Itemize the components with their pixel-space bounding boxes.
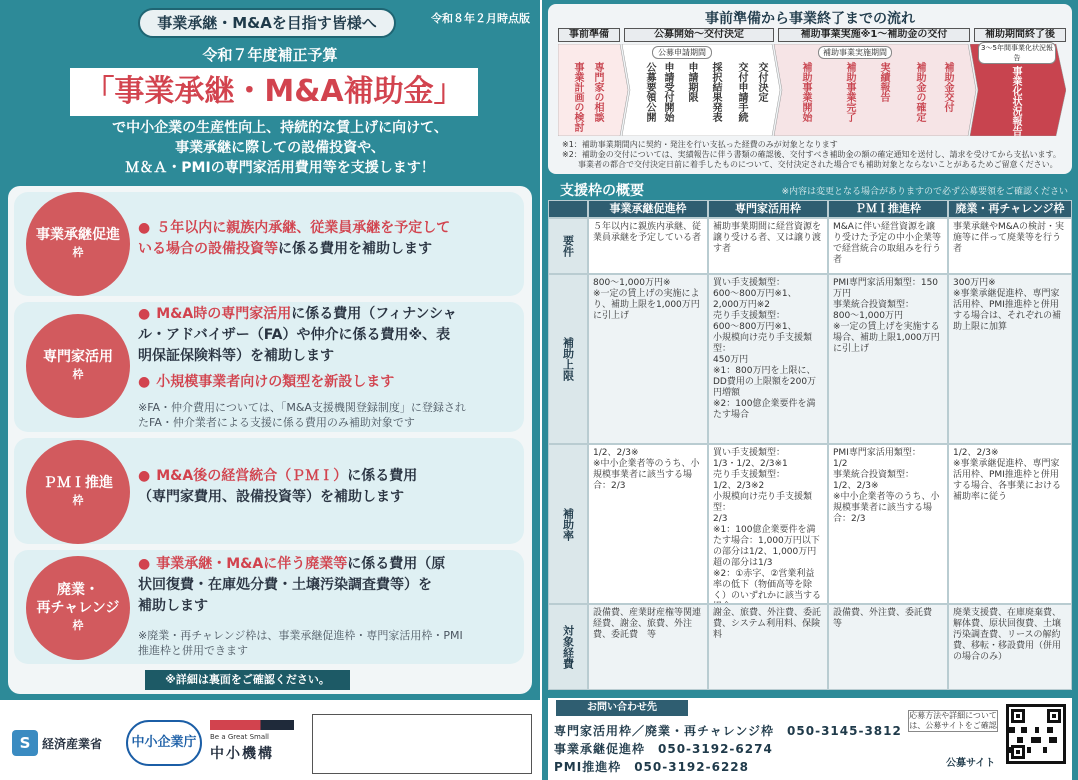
step-publish: 公募要領公開 — [644, 62, 655, 122]
phase-prep: 事前準備 — [558, 28, 620, 42]
contact-section — [548, 698, 1072, 780]
bullet-text: に係る費用（原 — [347, 556, 446, 572]
intro-line-3: Ｍ＆Ａ・PMIの専門家活用費用等を支援します！ — [125, 160, 435, 176]
circle-sub-label: 枠 — [72, 368, 84, 381]
table-cell: 1/2、2/3※ ※事業承継促進枠、専門家活用枠、PMI推進枠と併用する場合、各事業における補助率に従う — [948, 444, 1072, 604]
table-corner — [548, 200, 588, 218]
left-header — [0, 0, 540, 182]
phase-after: 補助期間終了後 — [974, 28, 1066, 42]
bullet-text-2: 状回復費・在庫処分費・土壌汚染調査費等）を — [138, 577, 432, 593]
blank-stamp-box — [312, 714, 532, 774]
card-succession-promotion — [14, 192, 524, 296]
circle-label: 専門家活用 — [43, 349, 113, 365]
circle-pmi — [26, 440, 130, 544]
logo-footer — [0, 700, 540, 780]
table-row-label: 補助上限 — [548, 274, 588, 444]
circle-sub-label: 枠 — [72, 246, 84, 259]
table-cell: 事業承継やM&Aの検討・実施等に伴って廃業等を行う者 — [948, 218, 1072, 274]
bullet-closure — [138, 554, 518, 617]
bullet-text: に係る費用 — [347, 468, 418, 484]
step-confirm: 補助金の確定 — [914, 62, 925, 122]
card-expert-use — [14, 302, 524, 432]
bullet-highlight: 小規模事業者向けの類型を新設します — [156, 374, 395, 390]
step-adoption: 採択結果発表 — [710, 62, 721, 122]
flow-note-3: 事業者の都合で交付決定日前に着手したものについて、交付決定された場合でも補助対象とならないことがあるためご留意ください。 — [562, 160, 1058, 169]
bullet-highlight: M&A後の経営統合（ＰＭＩ） — [156, 468, 348, 484]
bullet-text: に係る費用を補助します — [278, 241, 432, 257]
contact-header: お問い合わせ先 — [556, 700, 688, 716]
table-hdr-closure: 廃業・再チャレンジ枠 — [948, 200, 1072, 218]
bullet-small-business — [138, 372, 518, 393]
circle-closure — [26, 556, 130, 660]
card-pmi — [14, 438, 524, 544]
table-cell: 設備費、外注費、委託費 等 — [828, 604, 948, 690]
step-report: 実績報告 — [878, 62, 889, 102]
version-date: 令和８年２月時点版 — [431, 12, 530, 25]
circle-sub-label: 枠 — [72, 494, 84, 507]
support-overview — [548, 180, 1072, 690]
contact-method-note: 応募方法や詳細については、公募サイトをご確認 — [909, 711, 997, 730]
bullet-highlight: 事業承継・M&Aに伴う廃業等 — [156, 556, 348, 572]
bullet-text-3: ※、表 — [408, 327, 451, 343]
step-grant-decision: 交付決定 — [756, 62, 767, 102]
table-hdr-succession: 事業承継促進枠 — [588, 200, 708, 218]
table-row-label: 要件 — [548, 218, 588, 274]
step-complete: 補助事業完了 — [844, 62, 855, 122]
step-status-report: 事業化状況報告 — [1010, 66, 1021, 136]
meti-logo — [12, 730, 122, 760]
circle-label-2: 再チャレンジ — [36, 600, 120, 616]
bullet-succession — [138, 218, 518, 260]
table-row-label: 補助率 — [548, 444, 588, 604]
meti-name: 経済産業省 — [42, 737, 103, 751]
circle-succession-promotion — [26, 192, 130, 296]
intro-line-2: 事業承継に際しての設備投資や、 — [175, 140, 385, 156]
bullet-text-3: 補助します — [138, 598, 208, 614]
table-row-label: 対象経費 — [548, 604, 588, 690]
bullet-dot-icon: ● — [138, 556, 151, 572]
step-payment: 補助金交付 — [942, 62, 953, 112]
pill-application-period: 公募申請期間 — [652, 46, 712, 59]
pill-report-period: 3～5年間事業化状況報告 — [978, 42, 1056, 64]
expert-note — [138, 400, 518, 430]
closure-note — [138, 628, 518, 658]
table-cell: 買い手支援類型： 600～800万円※1、 2,000万円※2 売り手支援類型： 600～800万円※1、 小規模向け売り手支援類型： 450万円 ※1：800万円を上限に、DD費用の上限額を200万円増額 ※2：100億企業要件を満たす場合 — [708, 274, 828, 444]
note-line-1: ※廃業・再チャレンジ枠は、事業承継促進枠・専門家活用枠・PMI — [138, 629, 463, 642]
bullet-highlight: ５年以内に親族内承継、従業員承継を予定して — [156, 220, 451, 236]
bullet-expert — [138, 304, 518, 367]
table-hdr-expert: 専門家活用枠 — [708, 200, 828, 218]
smrj-logo — [210, 720, 298, 770]
sme-agency-logo: 中小企業庁 — [126, 720, 202, 766]
circle-sub-label: 枠 — [72, 619, 84, 632]
step-accept: 申請受付開始 — [662, 62, 673, 122]
qr-code-icon[interactable] — [1006, 704, 1066, 764]
smrj-name: 中小機構 — [210, 746, 274, 762]
table-cell: 買い手支援類型： 1/3・1/2、2/3※1 売り手支援類型： 1/2、2/3※2 小規模向け売り手支援類型： 2/3 ※1：100億企業要件を満たす場合：1,000万円以下の部分は1/2、1,000万円超の部分は1/3 ※2：①赤字、②営業利益率の低下（物価高等を除く）のいずれかに該当する — [708, 444, 828, 604]
audience-tag: 事業承継・M&Aを目指す皆様へ — [138, 8, 396, 38]
phase-implementation: 補助事業実施※1～補助金の交付 — [778, 28, 970, 42]
step-consult: 専門家の相談 — [592, 62, 603, 122]
qr-finder-icon — [1011, 709, 1025, 723]
table-cell: 1/2、2/3※ ※中小企業者等のうち、小規模事業者に該当する場合：2/3 — [588, 444, 708, 604]
bullet-highlight-2: いる場合の設備投資等 — [138, 241, 278, 257]
contact-pmi[interactable]: PMI推進枠 050-3192-6228 — [554, 760, 750, 774]
meti-mark-icon: S — [12, 730, 38, 756]
table-cell: 謝金、旅費、外注費、委託費、システム利用料、保険料 — [708, 604, 828, 690]
table-cell: M&Aに伴い経営資源を譲り受けた予定の中小企業等で経営統合の取組みを行う者 — [828, 218, 948, 274]
contact-expert-closure[interactable]: 専門家活用枠／廃業・再チャレンジ枠 050-3145-3812 — [554, 724, 902, 738]
bullet-dot-icon: ● — [138, 220, 151, 236]
pill-implementation-period: 補助事業実施期間 — [818, 46, 892, 59]
circle-label: ＰＭＩ推進 — [43, 475, 113, 491]
koubo-site-label: 公募サイト — [946, 758, 996, 769]
table-cell: 設備費、産業財産権等関連経費、謝金、旅費、外注費、委託費 等 — [588, 604, 708, 690]
step-start: 補助事業開始 — [800, 62, 811, 122]
table-cell: 300万円※ ※事業承継促進枠、専門家活用枠、PMI推進枠と併用する場合は、それぞれの補助上限に加算 — [948, 274, 1072, 444]
note-line-1: ※FA・仲介費用については、「M&A支援機関登録制度」に登録され — [138, 401, 466, 414]
page-title: 「事業承継・M&A補助金」 — [70, 68, 478, 116]
note-line-2: たFA・仲介業者による支援に係る費用のみ補助対象です — [138, 416, 415, 429]
bullet-dot-icon: ● — [138, 468, 151, 484]
qr-finder-icon — [1047, 709, 1061, 723]
intro-text — [70, 118, 490, 178]
flow-note-2: ※2：補助金の交付については、実績報告に伴う書類の確認後、交付すべき補助金の額の確定通知を送付し、請求を受けてから支払います。 — [562, 150, 1061, 159]
table-hdr-pmi: ＰＭＩ推進枠 — [828, 200, 948, 218]
table-cell: PMI専門家活用類型： 1/2 事業統合投資類型： 1/2、2/3※ ※中小企業者等のうち、小規模事業者に該当する場合：2/3 — [828, 444, 948, 604]
bullet-text-4: 明保証保険料等）を補助します — [138, 348, 334, 364]
budget-subtitle: 令和７年度補正予算 — [202, 46, 338, 64]
bullet-text: に係る費用（フィナンシャ — [291, 306, 457, 322]
smrj-bar-icon — [210, 720, 294, 730]
circle-expert-use — [26, 314, 130, 418]
table-cell: ５年以内に親族内承継、従業員承継を予定している者 — [588, 218, 708, 274]
flow-note-1: ※1：補助事業期間内に契約・発注を行い支払った経費のみが対象となります — [562, 140, 838, 149]
smrj-tagline: Be a Great Small — [210, 733, 270, 741]
card-closure-rechallenge — [14, 550, 524, 664]
table-cell: PMI専門家活用類型：150万円 事業統合投資類型： 800～1,000万円 ※一定の賃上げを実施する場合、補助上限1,000万円に引上げ — [828, 274, 948, 444]
right-panel — [542, 0, 1078, 780]
phase-application: 公募開始～交付決定 — [624, 28, 774, 42]
step-deadline: 申請期限 — [686, 62, 697, 102]
bullet-pmi — [138, 466, 518, 508]
bullet-highlight: M&A時の専門家活用 — [156, 306, 292, 322]
flow-title: 事前準備から事業終了までの流れ — [705, 11, 915, 27]
table-cell: 補助事業期間に経営資源を譲り受ける者、又は譲り渡す者 — [708, 218, 828, 274]
bullet-text-2: ル・アドバイザー（FA）や仲介に係る費用 — [138, 327, 409, 343]
overview-note: ※内容は変更となる場合がありますので必ず公募要領をご確認ください — [781, 187, 1068, 197]
overview-title: 支援枠の概要 — [560, 183, 644, 199]
bullet-dot-icon: ● — [138, 374, 151, 390]
qr-finder-icon — [1011, 745, 1025, 759]
bullet-dot-icon: ● — [138, 306, 151, 322]
contact-succession[interactable]: 事業承継促進枠 050-3192-6274 — [554, 742, 773, 756]
circle-label: 廃業・ — [57, 582, 99, 598]
process-flow — [548, 4, 1072, 174]
intro-line-1: で中小企業の生産性向上、持続的な賃上げに向けて、 — [112, 120, 448, 136]
see-reverse-note: ※詳細は裏面をご確認ください。 — [145, 670, 350, 690]
step-plan: 事業計画の検討 — [572, 62, 583, 132]
circle-label: 事業承継促進 — [36, 227, 120, 243]
step-grant-apply: 交付申請手続 — [736, 62, 747, 122]
table-cell: 廃業支援費、在庫廃棄費、解体費、原状回復費、土壌汚染調査費、リースの解約費、移転・移設費用（併用の場合のみ） — [948, 604, 1072, 690]
note-line-2: 推進枠と併用できます — [138, 644, 248, 657]
bullet-text-2: （専門家費用、設備投資等）を補助します — [138, 489, 404, 505]
table-cell: 800～1,000万円※ ※一定の賃上げの実施により、補助上限を1,000万円に引上げ — [588, 274, 708, 444]
